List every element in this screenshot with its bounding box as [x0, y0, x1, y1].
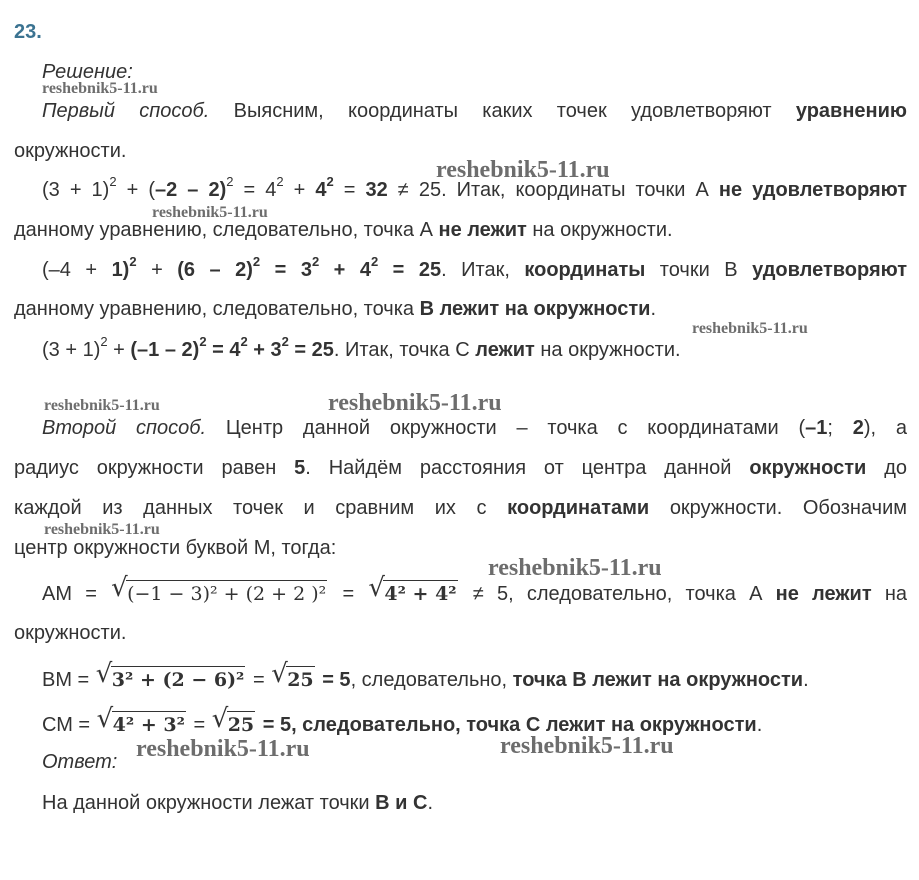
point-b-conclusion: данному уравнению, следовательно, точка В лежит на окружности. [14, 298, 657, 320]
first-method-intro: Первый способ. Выясним, координаты каких точек удовлетворяют уравнению [42, 100, 907, 122]
watermark: reshebnik5-11.ru [436, 157, 610, 183]
sqrt-am-simplified: √ 4² + 4² [369, 580, 457, 606]
solution-label: Решение: [42, 61, 133, 83]
point-a-conclusion: данному уравнению, следовательно, точка А не лежит на окружности. [14, 219, 673, 241]
watermark: reshebnik5-11.ru [136, 736, 310, 762]
problem-number: 23. [14, 21, 42, 43]
second-method-line2: радиус окружности равен 5. Найдём расстояния от центра данной окружности до [14, 457, 907, 479]
point-c-check: $(3 + 1)^2 + (-1 - 2)^2 = 4^2 + 3^2 = 25$. Итак, точка С лежит на окружности. [42, 334, 681, 361]
sqrt-am: √ (−1 − 3)² + (2 + 2 )² [112, 580, 327, 606]
watermark: reshebnik5-11.ru [44, 397, 160, 414]
watermark: reshebnik5-11.ru [44, 521, 160, 538]
point-b-check: $(-4 + 1)^2 + (6 - 2)^2 = 3^2 + 4^2 = 25$. Итак, координаты точки В удовлетворяют [42, 254, 908, 281]
second-method-line1: Второй способ. Центр данной окружности – точка с координатами (–1; 2), а [42, 417, 908, 439]
am-formula: АМ = √ (−1 − 3)² + (2 + 2 )² = √ 4² + 4² ≠ 5, следовательно, точка А не лежит на [42, 580, 907, 606]
watermark: reshebnik5-11.ru [42, 80, 158, 97]
bm-formula: ВМ = √ 3² + (2 − 6)² = √ 25 = 5, следовательно, точка В лежит на окружности. [42, 666, 809, 692]
am-formula-cont: окружности. [14, 622, 127, 644]
sqrt-bm: √ 3² + (2 − 6)² [97, 666, 246, 692]
watermark: reshebnik5-11.ru [488, 555, 662, 581]
second-method-line3: каждой из данных точек и сравним их с координатами окружности. Обозначим [14, 497, 907, 519]
sqrt-cm-simplified: √ 25 [213, 711, 255, 737]
answer-label: Ответ: [42, 751, 118, 773]
second-method-line4: центр окружности буквой М, тогда: [14, 537, 337, 559]
watermark: reshebnik5-11.ru [500, 733, 674, 759]
sqrt-cm: √ 4² + 3² [98, 711, 186, 737]
point-a-check: $(3 + 1)^2 + (-2 - 2)^2 = 4^2 + 4^2 = 32 \ne 25$. Итак, координаты точки А не удовлетворяют [42, 174, 908, 201]
watermark: reshebnik5-11.ru [328, 390, 502, 416]
sqrt-bm-simplified: √ 25 [272, 666, 314, 692]
answer-text: На данной окружности лежат точки В и С. [42, 792, 434, 814]
watermark: reshebnik5-11.ru [692, 320, 808, 337]
cm-formula: СМ = √ 4² + 3² = √ 25 = 5, следовательно, точка С лежит на окружности. [42, 711, 762, 737]
watermark: reshebnik5-11.ru [152, 204, 268, 221]
first-method-intro-cont: окружности. [14, 140, 127, 162]
